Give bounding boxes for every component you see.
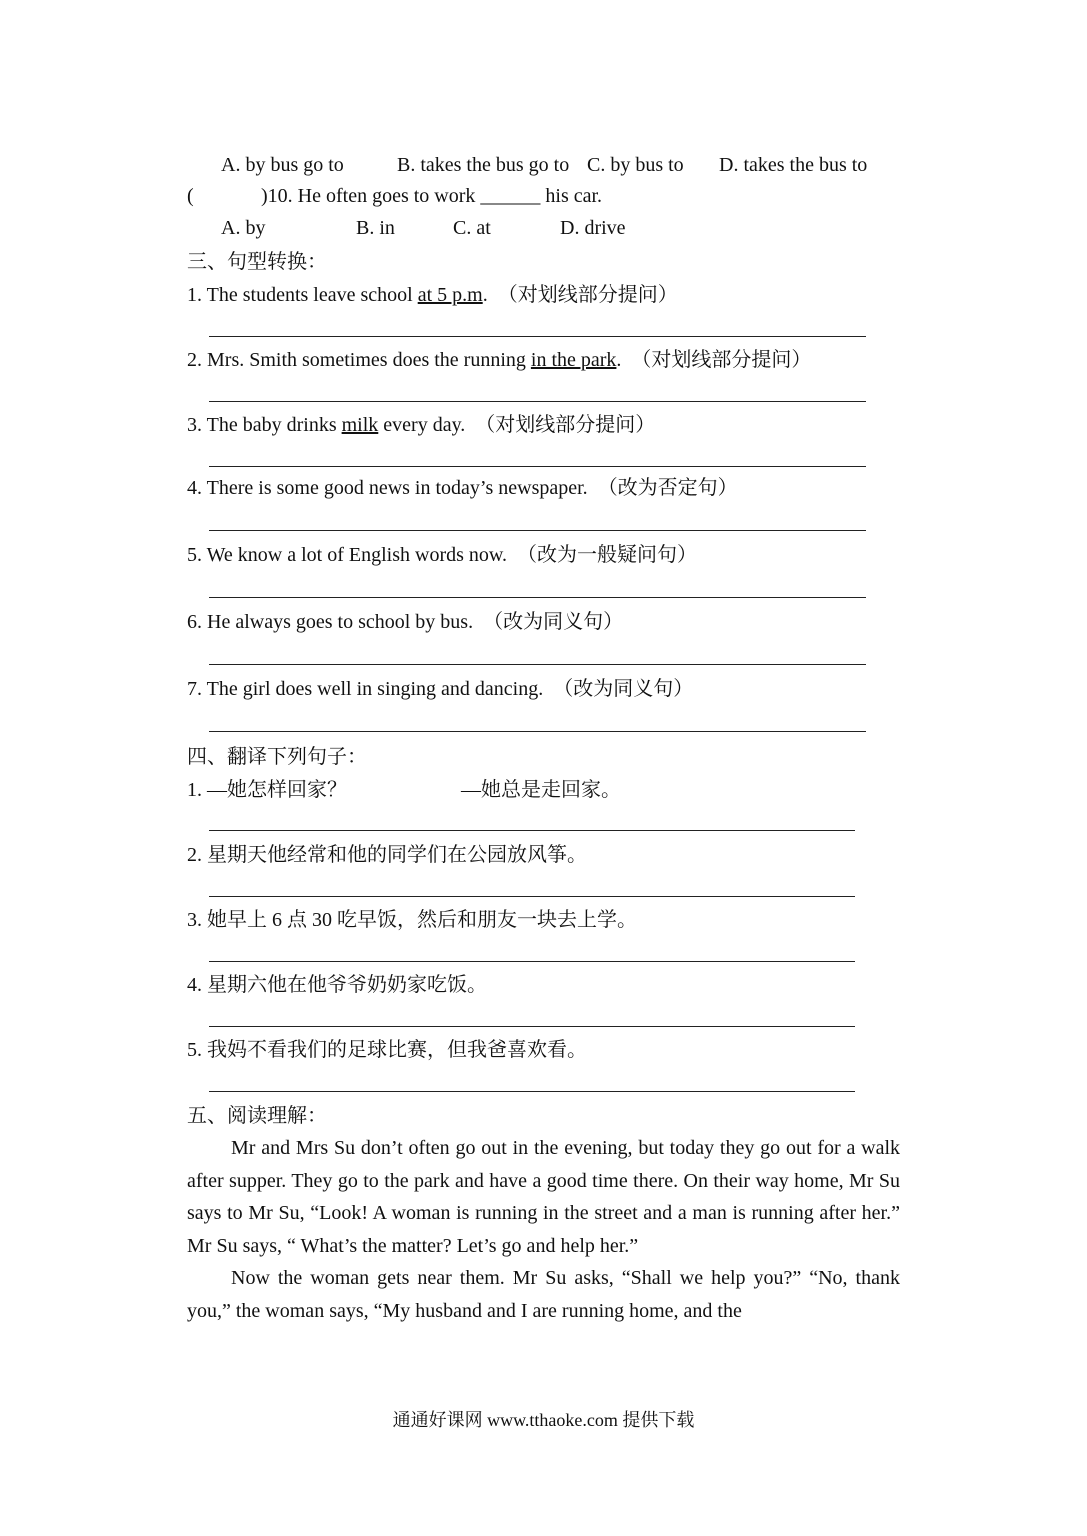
sec3-item-7: 7. The girl does well in singing and dancing. （改为同义句） — [187, 678, 694, 700]
section-5-title: 五、阅读理解： — [187, 1105, 327, 1127]
sec3-item-1: 1. The students leave school at 5 p.m. （对划线部分提问） — [187, 284, 678, 306]
passage-paragraph-1: Mr and Mrs Su don’t often go out in the evening, but today they go out for a walk after supper. They go to the park and have a good time there. On their way home, Mr Su says to Mr Su, “Look! A woman is running in the street and a man is running after her.” Mr Su says, “ What’s the matter? Let’s go and help her.” — [187, 1137, 900, 1257]
sec4-item-2: 2. 星期天他经常和他的同学们在公园放风筝。 — [187, 844, 587, 866]
sec4-item-3: 3. 她早上 6 点 30 吃早饭，然后和朋友一块去上学。 — [187, 909, 637, 931]
underlined-phrase: milk — [341, 414, 379, 436]
page-footer: 通通好课网 www.tthaoke.com 提供下载 — [392, 1410, 695, 1430]
q10-option-c: C. at — [453, 217, 491, 239]
section-4-title: 四、翻译下列句子： — [187, 746, 367, 768]
sec3-item-5: 5. We know a lot of English words now. （改为一般疑问句） — [187, 544, 698, 566]
q9-option-d: D. takes the bus to — [719, 154, 868, 176]
sec3-item-2: 2. Mrs. Smith sometimes does the running in the park. （对划线部分提问） — [187, 349, 812, 371]
underlined-phrase: at 5 p.m — [417, 284, 483, 306]
answer-line — [209, 530, 866, 531]
passage-paragraph-2: Now the woman gets near them. Mr Su asks, “Shall we help you?” “No, thank you,” the woman says, “My husband and I are running home, and the — [187, 1267, 900, 1322]
q10-paren: ( — [187, 185, 194, 207]
reading-passage — [187, 1132, 900, 1327]
answer-line — [209, 1091, 855, 1092]
q10-option-d: D. drive — [560, 217, 626, 239]
sec3-item-3: 3. The baby drinks milk every day. （对划线部分提问） — [187, 414, 656, 436]
answer-line — [209, 731, 866, 732]
q9-option-b: B. takes the bus go to — [397, 154, 570, 176]
sec4-item-1-question: 1. —她怎样回家？ — [187, 779, 347, 801]
answer-line — [209, 401, 866, 402]
q10-option-b: B. in — [356, 217, 395, 239]
q10-option-a: A. by — [221, 217, 266, 239]
answer-line — [209, 664, 866, 665]
section-3-title: 三、句型转换： — [187, 251, 327, 273]
q9-option-c: C. by bus to — [587, 154, 684, 176]
sec3-item-6: 6. He always goes to school by bus. （改为同义句） — [187, 611, 624, 633]
answer-line — [209, 896, 855, 897]
answer-line — [209, 336, 866, 337]
underlined-phrase: in the park — [530, 349, 617, 371]
sec4-item-4: 4. 星期六他在他爷爷奶奶家吃饭。 — [187, 974, 487, 996]
sec3-item-4: 4. There is some good news in today’s newspaper. （改为否定句） — [187, 477, 738, 499]
answer-line — [209, 830, 855, 831]
answer-line — [209, 597, 866, 598]
answer-line — [209, 961, 855, 962]
q10-stem: )10. He often goes to work ______ his car. — [261, 185, 603, 207]
q9-option-a: A. by bus go to — [221, 154, 344, 176]
answer-line — [209, 1026, 855, 1027]
answer-line — [209, 466, 866, 467]
sec4-item-1-answer: —她总是走回家。 — [461, 779, 621, 801]
sec4-item-5: 5. 我妈不看我们的足球比赛，但我爸喜欢看。 — [187, 1039, 587, 1061]
